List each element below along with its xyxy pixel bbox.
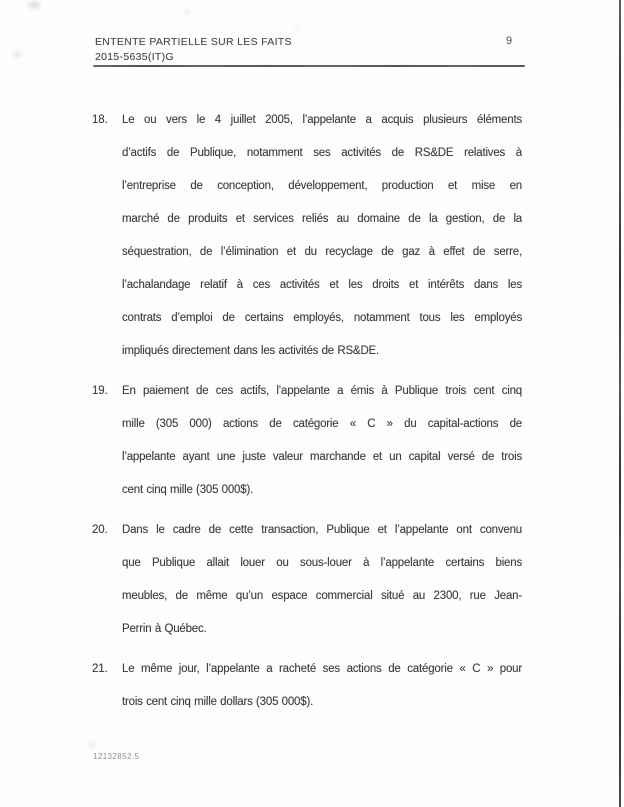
text-line: Perrin à Québec. [122, 623, 207, 635]
text-line: l’achalandage relatif à ces activités et les droits et intérêts dans les [122, 279, 522, 291]
text-line: l’entreprise de conception, développement, production et mise en [122, 180, 522, 192]
document-title: ENTENTE PARTIELLE SUR LES FAITS [95, 36, 292, 48]
scan-smudge [184, 10, 190, 14]
text-line: séquestration, de l’élimination et du recyclage de gaz à effet de serre, [122, 246, 522, 258]
paragraph-number: 21. [92, 663, 108, 675]
paragraph-number: 18. [92, 114, 108, 126]
text-line: impliqués directement dans les activités de RS&DE. [122, 345, 380, 357]
paragraph-text [122, 104, 522, 368]
text-line: Le même jour, l’appelante a racheté ses actions de catégorie « C » pour [122, 663, 522, 675]
paragraph-number: 19. [92, 385, 108, 397]
document-id-footer: 12132852.5 [93, 752, 140, 761]
scan-smudge [13, 52, 22, 57]
text-line: trois cent cinq mille dollars (305 000$). [122, 696, 314, 708]
scan-smudge [28, 2, 40, 8]
paragraph-18 [92, 104, 522, 368]
text-line: l’appelante ayant une juste valeur marchande et un capital versé de trois [122, 451, 522, 463]
scan-smudge [88, 742, 96, 747]
case-number: 2015-5635(IT)G [95, 51, 174, 63]
text-line: Le ou vers le 4 juillet 2005, l’appelante a acquis plusieurs éléments [122, 114, 522, 126]
text-line: marché de produits et services reliés au domaine de la gestion, de la [122, 213, 522, 225]
paragraph-text [122, 514, 522, 646]
page-number: 9 [506, 35, 513, 47]
text-line: cent cinq mille (305 000$). [122, 484, 254, 496]
text-line: En paiement de ces actifs, l’appelante a émis à Publique trois cent cinq [122, 385, 522, 397]
scanner-edge-artifact-line [619, 0, 621, 807]
paragraph-text [122, 375, 522, 507]
paragraph-21 [92, 653, 522, 719]
text-line: mille (305 000) actions de catégorie « C » du capital-actions de [122, 418, 522, 430]
document-body [92, 104, 522, 726]
paragraph-text [122, 653, 522, 719]
paragraph-20 [92, 514, 522, 646]
text-line: d’actifs de Publique, notamment ses activités de RS&DE relatives à [122, 147, 522, 159]
paragraph-number: 20. [92, 524, 108, 536]
text-line: Dans le cadre de cette transaction, Publique et l’appelante ont convenu [122, 524, 522, 536]
scan-smudge [294, 27, 301, 31]
header-divider-line [93, 65, 525, 67]
text-line: que Publique allait louer ou sous-louer à l’appelante certains biens [122, 557, 522, 569]
text-line: meubles, de même qu’un espace commercial situé au 2300, rue Jean- [122, 590, 522, 602]
document-header [95, 35, 525, 65]
paragraph-19 [92, 375, 522, 507]
text-line: contrats d’emploi de certains employés, notamment tous les employés [122, 312, 522, 324]
